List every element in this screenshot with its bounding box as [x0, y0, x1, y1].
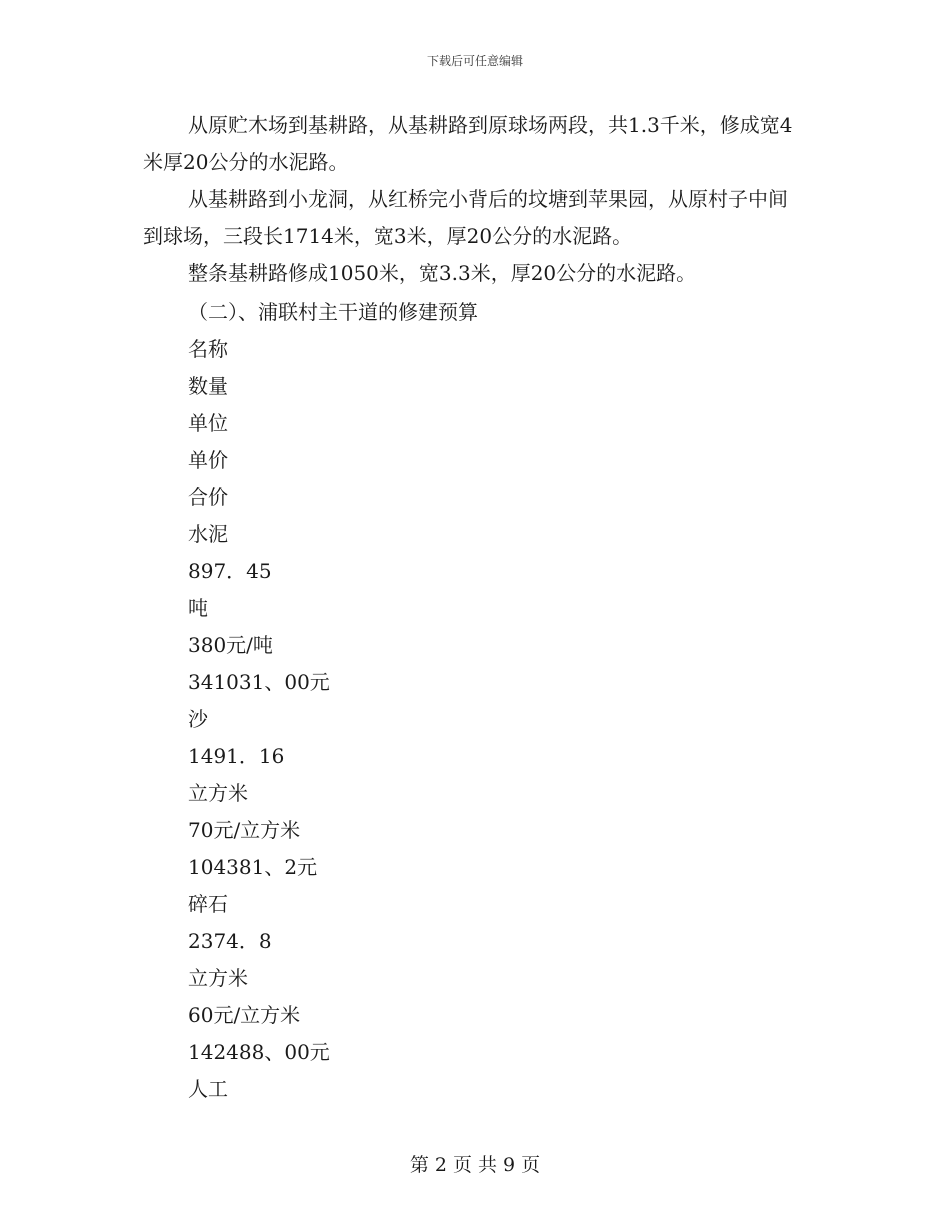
list-item: 380元/吨	[188, 633, 273, 657]
list-item: 立方米	[188, 781, 248, 805]
list-item: 沙	[188, 707, 208, 731]
list-item: 142488、00元	[188, 1040, 330, 1064]
list-item: 单位	[188, 411, 228, 435]
list-item: 60元/立方米	[188, 1003, 301, 1027]
list-item: 70元/立方米	[188, 818, 301, 842]
list-item: 人工	[188, 1077, 228, 1101]
page-header: 下载后可任意编辑	[426, 54, 523, 68]
list-item: 341031、00元	[188, 670, 330, 694]
list-item: 水泥	[188, 522, 228, 546]
list-item: 2374．8	[188, 929, 272, 953]
list-item: 合价	[188, 485, 228, 509]
list-item: 单价	[188, 448, 228, 472]
list-item: 1491．16	[188, 744, 285, 768]
body-paragraph: 从基耕路到小龙洞，从红桥完小背后的坟塘到苹果园，从原村子中间到球场，三段长1714米，宽3米，厚20公分的水泥路。	[143, 187, 788, 248]
body-paragraph: 从原贮木场到基耕路，从基耕路到原球场两段，共1.3千米，修成宽4米厚20公分的水泥路。	[143, 113, 793, 174]
list-item: 吨	[188, 596, 208, 620]
list-item: 碎石	[188, 892, 228, 916]
page-footer: 第 2 页 共 9 页	[409, 1154, 541, 1176]
section-title: （二）、浦联村主干道的修建预算	[188, 300, 478, 324]
list-item: 897．45	[188, 559, 272, 583]
list-item: 数量	[188, 374, 228, 398]
body-paragraph: 整条基耕路修成1050米，宽3.3米，厚20公分的水泥路。	[188, 261, 697, 285]
list-item: 104381、2元	[188, 855, 318, 879]
list-item: 立方米	[188, 966, 248, 990]
list-item: 名称	[188, 337, 228, 361]
